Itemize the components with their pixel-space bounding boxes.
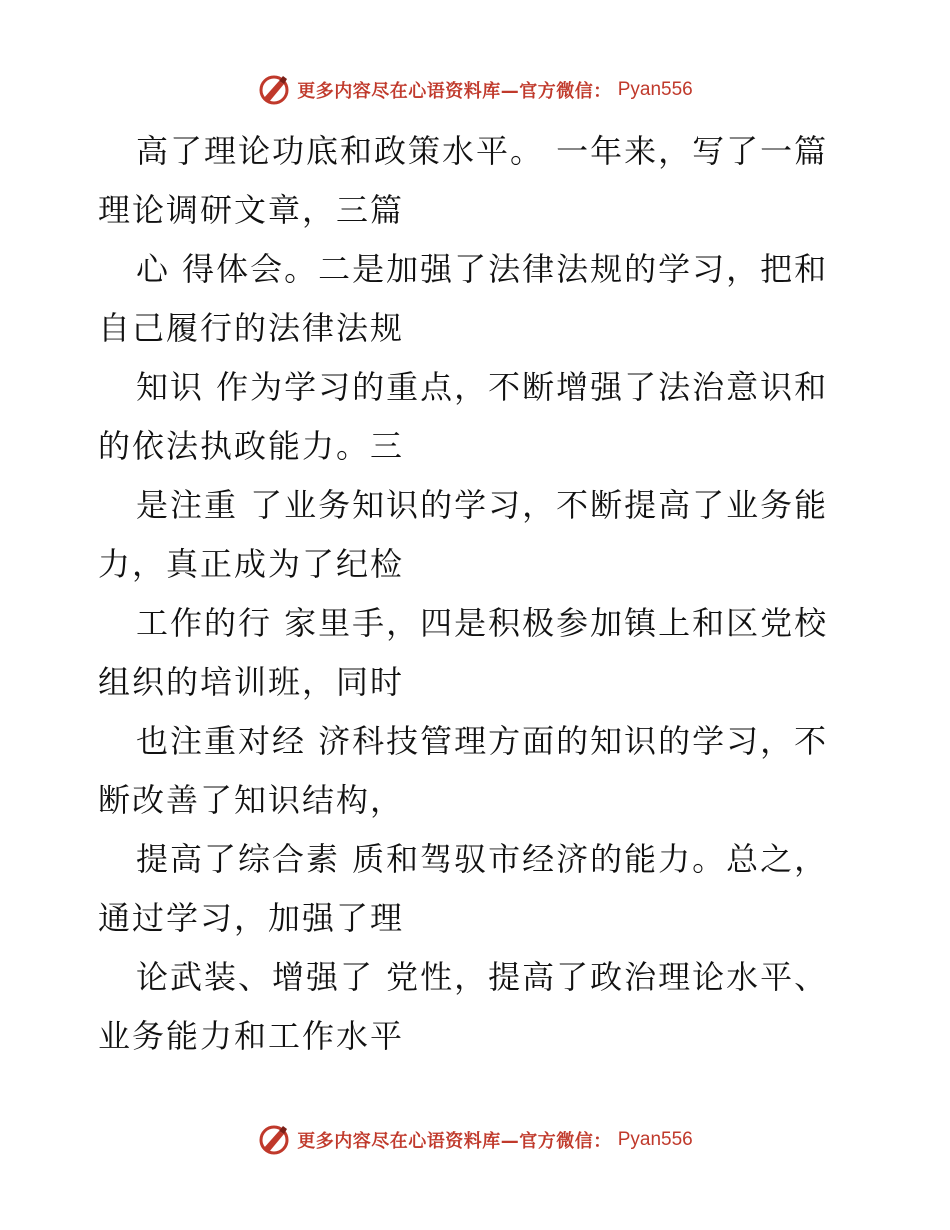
body-line: 通过学习，加强了理 bbox=[98, 899, 405, 937]
document-body bbox=[98, 122, 858, 1066]
body-line: 力，真正成为了纪检 bbox=[98, 545, 405, 583]
pen-logo-icon bbox=[257, 73, 291, 107]
body-line: 业务能力和工作水平 bbox=[98, 1017, 405, 1055]
footer-banner-id: Pyan556 bbox=[617, 1129, 693, 1150]
pen-logo-icon bbox=[257, 1123, 291, 1157]
body-line: 自己履行的法律法规 bbox=[98, 309, 405, 347]
body-line: 知识 作为学习的重点，不断增强了法治意识和 bbox=[136, 368, 829, 406]
body-line: 高了理论功底和政策水平。 一年来，写了一篇 bbox=[136, 132, 829, 170]
header-banner-id: Pyan556 bbox=[617, 79, 693, 100]
body-line: 论武装、增强了 党性，提高了政治理论水平、 bbox=[136, 958, 829, 996]
body-line: 组织的培训班，同时 bbox=[98, 663, 405, 701]
body-line: 提高了综合素 质和驾驭市经济的能力。总之， bbox=[136, 840, 829, 878]
body-line: 心 得体会。二是加强了法律法规的学习，把和 bbox=[136, 250, 829, 288]
body-line: 工作的行 家里手，四是积极参加镇上和区党校 bbox=[136, 604, 829, 642]
header-banner bbox=[0, 70, 950, 110]
body-line: 断改善了知识结构， bbox=[98, 781, 405, 819]
body-line: 是注重 了业务知识的学习，不断提高了业务能 bbox=[136, 486, 829, 524]
footer-banner bbox=[0, 1120, 950, 1160]
body-line: 也注重对经 济科技管理方面的知识的学习，不 bbox=[136, 722, 829, 760]
header-banner-text: 更多内容尽在心语资料库—官方微信： bbox=[297, 81, 612, 102]
body-line: 理论调研文章，三篇 bbox=[98, 191, 405, 229]
body-line: 的依法执政能力。三 bbox=[98, 427, 405, 465]
footer-banner-text: 更多内容尽在心语资料库—官方微信： bbox=[297, 1131, 612, 1152]
